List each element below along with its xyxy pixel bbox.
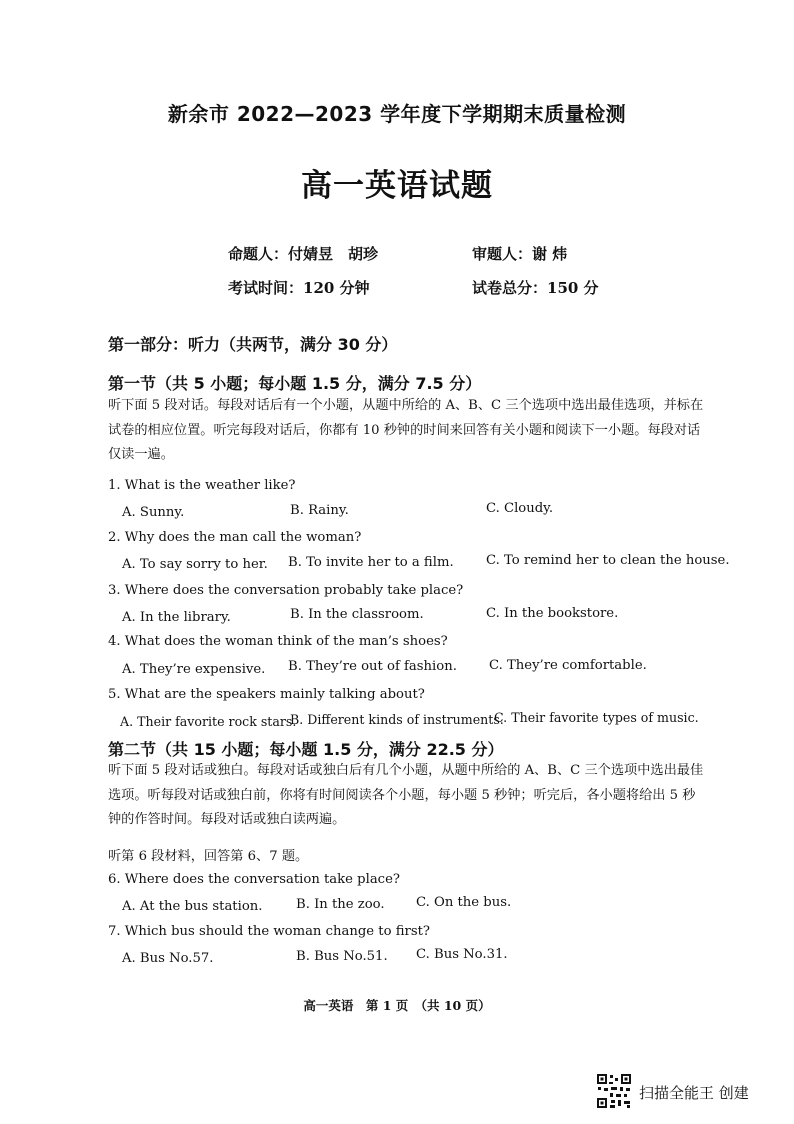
option-b: B. They’re out of fashion. (288, 659, 457, 674)
option-c: C. Their favorite types of music. (494, 710, 699, 725)
option-a: A. Sunny. (122, 505, 185, 520)
question-stem: 1. What is the weather like? (108, 478, 296, 493)
section2-heading: 第二节（共 15 小题；每小题 1.5 分，满分 22.5 分） (108, 740, 504, 759)
exam-title: 新余市 2022—2023 学年度下学期期末质量检测 (167, 102, 627, 126)
total-score: 试卷总分：150 分 (472, 279, 599, 297)
section1-heading: 第一节（共 5 小题；每小题 1.5 分，满分 7.5 分） (108, 374, 482, 393)
option-a: A. At the bus station. (122, 899, 263, 914)
option-a: A. In the library. (122, 610, 231, 625)
option-b: B. Different kinds of instruments. (290, 712, 504, 727)
option-a: A. Bus No.57. (122, 951, 214, 966)
part1-heading: 第一部分：听力（共两节，满分 30 分） (108, 335, 398, 354)
option-c: C. They’re comfortable. (489, 658, 647, 673)
setter-info: 命题人：付婧昱 胡珍 (228, 245, 379, 263)
question-stem: 7. Which bus should the woman change to first? (108, 924, 430, 939)
page-footer: 高一英语 第 1 页 （共 10 页） (303, 998, 491, 1013)
option-b: B. Bus No.51. (296, 949, 388, 964)
qr-code-icon (596, 1073, 632, 1109)
option-b: B. To invite her to a film. (288, 555, 454, 570)
question-stem: 5. What are the speakers mainly talking about? (108, 687, 425, 702)
exam-time: 考试时间：120 分钟 (228, 279, 370, 297)
option-a: A. To say sorry to her. (122, 557, 268, 572)
question-stem: 6. Where does the conversation take place? (108, 872, 400, 887)
option-c: C. Cloudy. (486, 501, 554, 516)
section2-instructions: 听下面 5 段对话或独白。每段对话或独白后有几个小题，从题中所给的 A、B、C 三个选项中选出最佳选项。听每段对话或独白前，你将有时间阅读各个小题，每小题 5 秒钟；听完后，各小题将给出 5 秒钟的作答时间。每段对话或独白读两遍。 (108, 763, 704, 827)
question-stem: 2. Why does the man call the woman? (108, 530, 362, 545)
question-stem: 3. Where does the conversation probably take place? (108, 583, 464, 598)
section1-instructions: 听下面 5 段对话。每段对话后有一个小题，从题中所给的 A、B、C 三个选项中选出最佳选项，并标在试卷的相应位置。听完每段对话后，你都有 10 秒钟的时间来回答有关小题和阅读下一小题。每段对话仅读一遍。 (108, 398, 704, 462)
option-c: C. In the bookstore. (486, 606, 619, 621)
option-c: C. Bus No.31. (416, 947, 508, 962)
option-b: B. In the classroom. (290, 607, 424, 622)
subject-title: 高一英语试题 (301, 168, 493, 204)
option-a: A. Their favorite rock stars. (120, 714, 297, 729)
option-c: C. To remind her to clean the house. (486, 553, 730, 568)
option-b: B. In the zoo. (296, 897, 385, 912)
reviewer-info: 审题人：谢 炜 (472, 245, 568, 263)
scanner-watermark: 扫描全能王 创建 (639, 1084, 749, 1102)
option-c: C. On the bus. (416, 895, 512, 910)
option-a: A. They’re expensive. (122, 662, 266, 677)
material-note: 听第 6 段材料，回答第 6、7 题。 (108, 849, 309, 864)
option-b: B. Rainy. (290, 503, 349, 518)
question-stem: 4. What does the woman think of the man’s shoes? (108, 634, 448, 649)
